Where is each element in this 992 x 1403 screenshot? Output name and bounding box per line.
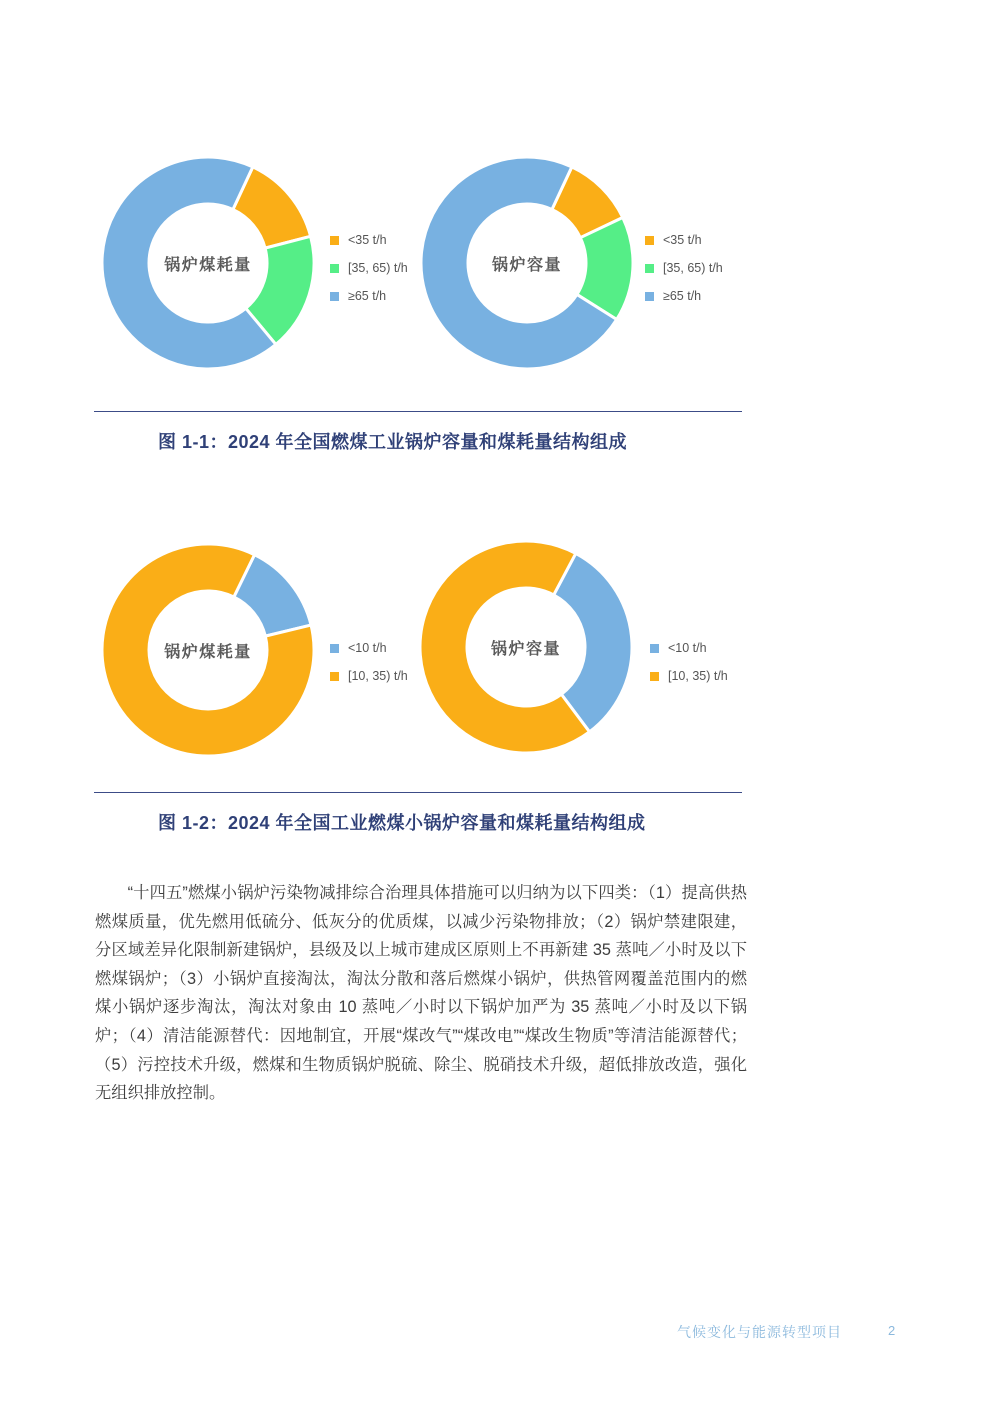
legend-item bbox=[330, 662, 408, 690]
legend-capacity-1 bbox=[645, 226, 723, 310]
legend-label: <10 t/h bbox=[348, 641, 387, 655]
donut-chart-capacity-2 bbox=[416, 537, 636, 757]
figure-1-2-divider bbox=[94, 792, 742, 793]
donut-center-label: 锅炉容量 bbox=[491, 256, 562, 274]
legend-swatch-icon bbox=[650, 672, 659, 681]
legend-item bbox=[330, 282, 408, 310]
legend-swatch-icon bbox=[330, 264, 339, 273]
legend-label: <35 t/h bbox=[663, 233, 702, 247]
legend-item bbox=[650, 662, 728, 690]
donut-chart-coal-consumption-2 bbox=[98, 540, 318, 760]
legend-swatch-icon bbox=[645, 236, 654, 245]
figure-1-2-caption: 图 1-2：2024 年全国工业燃煤小锅炉容量和煤耗量结构组成 bbox=[158, 813, 646, 833]
legend-coal-consumption-2 bbox=[330, 634, 408, 690]
figure-1-1-divider bbox=[94, 411, 742, 412]
legend-item bbox=[645, 226, 723, 254]
donut-chart-capacity-1 bbox=[417, 153, 637, 373]
legend-capacity-2 bbox=[650, 634, 728, 690]
legend-swatch-icon bbox=[650, 644, 659, 653]
legend-swatch-icon bbox=[330, 644, 339, 653]
legend-label: [10, 35) t/h bbox=[668, 669, 728, 683]
footer-project-name: 气候变化与能源转型项目 bbox=[677, 1324, 842, 1340]
donut-center-label: 锅炉煤耗量 bbox=[164, 256, 252, 274]
figure-1-1-caption: 图 1-1：2024 年全国燃煤工业锅炉容量和煤耗量结构组成 bbox=[158, 432, 628, 452]
legend-item bbox=[330, 226, 408, 254]
legend-label: [10, 35) t/h bbox=[348, 669, 408, 683]
legend-coal-consumption-1 bbox=[330, 226, 408, 310]
donut-chart-coal-consumption-1 bbox=[98, 153, 318, 373]
legend-label: <10 t/h bbox=[668, 641, 707, 655]
body-paragraph: “十四五”燃煤小锅炉污染物减排综合治理具体措施可以归纳为以下四类：（1）提高供热燃煤质量，优先燃用低硫分、低灰分的优质煤，以减少污染物排放；（2）锅炉禁建限建，分区域差异化限制新建锅炉，县级及以上城市建成区原则上不再新建 35 蒸吨／小时及以下燃煤锅炉；（3）小锅炉直接淘汰，淘汰分散和落后燃煤小锅炉，供热管网覆盖范围内的燃煤小锅炉逐步淘汰，淘汰对象由 10 蒸吨／小时以下锅炉加严为 35 蒸吨／小时及以下锅炉；（4）清洁能源替代：因地制宜，开展“煤改气”“煤改电”“煤改生物质”等清洁能源替代；（5）污控技术升级，燃煤和生物质锅炉脱硫、除尘、脱硝技术升级，超低排放改造，强化无组织排放控制。 bbox=[95, 884, 747, 1103]
legend-swatch-icon bbox=[330, 236, 339, 245]
legend-item bbox=[330, 634, 408, 662]
legend-label: ≥65 t/h bbox=[348, 289, 387, 303]
legend-item bbox=[650, 634, 728, 662]
legend-label: <35 t/h bbox=[348, 233, 387, 247]
legend-swatch-icon bbox=[330, 672, 339, 681]
legend-label: ≥65 t/h bbox=[663, 289, 702, 303]
legend-item bbox=[645, 282, 723, 310]
legend-item bbox=[330, 254, 408, 282]
legend-swatch-icon bbox=[645, 264, 654, 273]
legend-item bbox=[645, 254, 723, 282]
legend-label: [35, 65) t/h bbox=[663, 261, 723, 275]
footer-page-number: 2 bbox=[888, 1323, 896, 1338]
donut-center-label: 锅炉煤耗量 bbox=[164, 643, 252, 661]
donut-center-label: 锅炉容量 bbox=[490, 640, 561, 658]
legend-swatch-icon bbox=[330, 292, 339, 301]
legend-label: [35, 65) t/h bbox=[348, 261, 408, 275]
legend-swatch-icon bbox=[645, 292, 654, 301]
